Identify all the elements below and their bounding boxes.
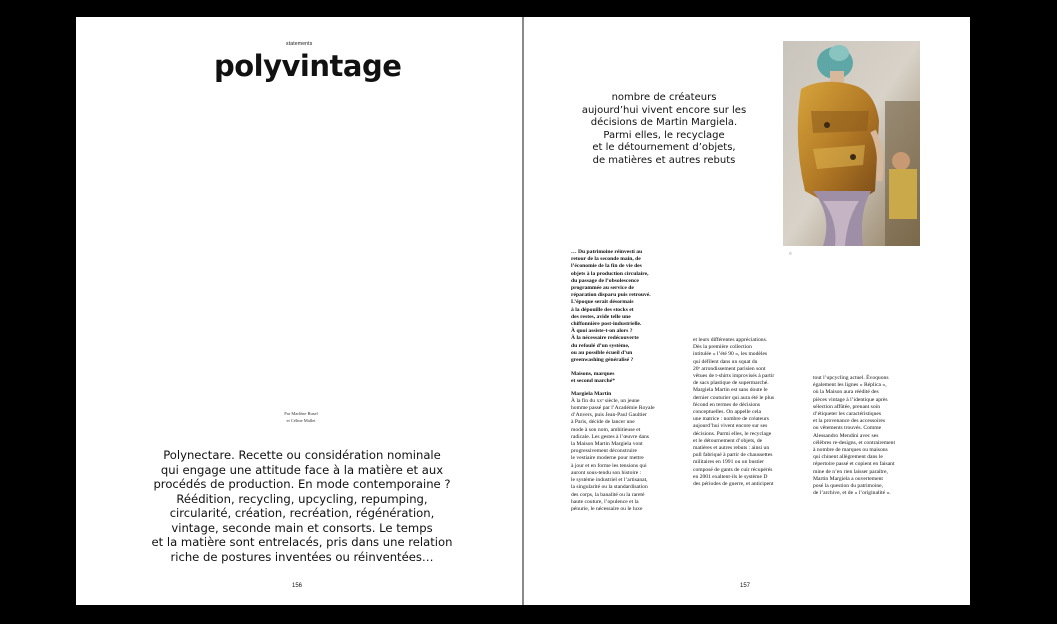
body-line: posé la question du patrimoine,	[813, 483, 884, 490]
lead-line: du passage de l’obsolescence	[571, 277, 639, 284]
body-line: progressivement déconstruire	[571, 448, 638, 455]
body-line: pénurie, le nécessaire ou le luxe	[571, 505, 643, 512]
lead-line: l’économie de la fin de vie des	[571, 263, 642, 270]
body-line: à nombre de marques ou maisons	[813, 447, 888, 454]
body-line: à Paris, décide de lancer une	[571, 419, 635, 426]
lead-line: objets à la production circulaire,	[571, 270, 649, 277]
body-line: 20ᵉ arrondissement parisien sont	[693, 365, 766, 372]
pull-quote-line: aujourd’hui vivent encore sur les	[581, 104, 747, 116]
body-line: composé de gants de cuir récupérés	[693, 466, 773, 473]
subhead-line: Maisons, marques	[571, 371, 615, 378]
intro-line: riche de postures inventées ou réinventées…	[170, 549, 434, 564]
body-line: le système industriel et l’artisanat,	[571, 477, 648, 484]
lead-line: … Du patrimoine réinvesti au	[571, 249, 643, 255]
body-line: tout l’upcycling actuel. Évoquons	[813, 375, 889, 381]
body-line: sélection affûtée, prenant soin	[813, 403, 880, 410]
body-line: la Maison Martin Margiela vont	[571, 441, 643, 448]
intro-line: Réédition, recycling, upcycling, repumping,	[176, 491, 428, 506]
pull-quote-line: de matières et autres rebuts	[592, 154, 736, 166]
intro-line: circularité, création, recréation, régénération,	[169, 506, 435, 520]
body-line: radicale. Les gestes à l’œuvre dans	[571, 433, 649, 440]
article-title: polyvintage	[214, 49, 402, 83]
pull-quote-line: et le détournement d’objets,	[592, 142, 736, 153]
body-line: et le détournement d’objets, de	[693, 437, 763, 444]
body-line: conceptuelles. On appelle cela	[693, 409, 762, 416]
intro-paragraph	[134, 448, 470, 564]
body-line: le vestiaire moderne pour mettre	[571, 455, 644, 462]
lead-line: À quoi assiste-t-on alors ?	[571, 328, 633, 335]
body-line: aujourd’hui vivent encore sur ses	[693, 423, 768, 430]
page-number: 156	[292, 583, 303, 589]
lead-line: À la nécessaire redécouverte	[571, 335, 639, 342]
body-line: des périodes de guerre, et anticipent	[693, 481, 774, 488]
subhead-line: et second marché*	[571, 378, 616, 385]
text-column-1	[571, 249, 691, 513]
body-line: d’étiqueter les caractéristiques	[813, 411, 882, 418]
body-line: Margiela Martin est sans doute le	[693, 387, 768, 394]
body-line: homme passé par l’Académie Royale	[571, 405, 655, 412]
byline	[271, 410, 331, 424]
body-line: haute couture, l’opulence et la	[571, 498, 639, 505]
left-page	[76, 17, 522, 605]
body-line: des corps, la banalité ou la rareté	[571, 491, 645, 498]
body-line: pièces vintage à l’identique après	[813, 396, 888, 403]
body-line: et leurs différentes appréciations.	[693, 337, 768, 343]
lead-line: du refoulé d’un système,	[571, 342, 630, 349]
body-line: de sacs plastique de supermarché.	[693, 380, 769, 387]
body-line: répertoire passé et copient en faisant	[813, 461, 895, 468]
intro-line: qui engage une attitude face à la matière et aux	[160, 462, 444, 477]
photo-credit: ©	[789, 251, 793, 256]
text-column-3	[813, 375, 923, 497]
byline-line: Par Marlène Busel	[284, 411, 318, 416]
lead-line: réparation disparu puis retrouvé.	[571, 292, 651, 299]
body-line: mine de n’en rien laisser paraître,	[813, 468, 888, 475]
lead-line: retour de la seconde main, de	[571, 256, 641, 263]
lead-line: L’époque serait désormais	[571, 299, 634, 306]
right-page	[524, 17, 970, 605]
lead-line: des restes, avide telle une	[571, 313, 631, 320]
intro-line: vintage, seconde main et consorts. Le temps	[171, 520, 433, 535]
body-line: et la provenance des accessoires	[813, 418, 886, 425]
lead-line: programmée au service de	[571, 285, 634, 292]
body-line: de l’archive, et de « l’originalité ».	[813, 490, 891, 497]
body-line: d’Anvers, puis Jean-Paul Gaultier	[571, 412, 647, 419]
body-line: À la fin du xxᵉ siècle, un jeune	[571, 397, 640, 404]
body-line: Dès la première collection	[693, 344, 752, 351]
intro-line: procédés de production. En mode contemporaine ?	[153, 477, 451, 491]
section-heading: Margiela Martin	[571, 390, 612, 397]
body-line: également les lignes « Réplica »,	[813, 382, 887, 389]
body-line: célèbres re-designs, et contrairement	[813, 439, 896, 446]
body-line: qui défilent dans un squat du	[693, 358, 758, 365]
pull-quote-line: décisions de Martin Margiela.	[590, 117, 738, 128]
section-label: statements	[286, 41, 313, 47]
body-line: décisions. Parmi elles, le recyclage	[693, 430, 772, 437]
body-line: Alessandro Mendini avec ses	[813, 432, 879, 439]
body-line: à jour et en forme les tensions qui	[571, 462, 647, 469]
pull-quote-line: Parmi elles, le recyclage	[603, 129, 725, 141]
body-line: la singularité ou la standardisation	[571, 484, 648, 491]
lead-line: greenwashing généralisé ?	[571, 357, 634, 364]
body-line: pull fabriqué à partir de chaussettes	[693, 452, 773, 459]
body-line: ou vêtements trouvés. Comme	[813, 425, 882, 432]
pull-quote	[564, 92, 764, 167]
body-line: Martin Margiela a ouvertement	[813, 475, 883, 482]
lead-line: chiffonnière post-industrielle.	[571, 321, 642, 328]
intro-line: Polynectare. Recette ou considération nominale	[163, 448, 441, 462]
body-line: vêtues de t-shirts improvisés à partir	[693, 373, 775, 380]
body-line: où la Maison aura réédité des	[813, 389, 879, 396]
body-line: matières et autres rebuts : ainsi un	[693, 445, 770, 452]
body-line: mode à son nom, ambitieuse et	[571, 426, 641, 433]
body-line: militaires en 1991 ou un bustier	[693, 459, 764, 466]
body-line: fécond en termes de décisions	[693, 401, 761, 408]
byline-line: et Céline Mallet	[286, 418, 316, 423]
page-number: 157	[740, 583, 751, 589]
body-line: auront sous-tendu son histoire :	[571, 469, 642, 476]
body-line: qui chinent allègrement dans le	[813, 454, 883, 461]
lead-line: ou au possible écueil d’un	[571, 349, 633, 356]
body-line: dernier couturier qui aura été le plus	[693, 394, 775, 401]
runway-photo	[783, 41, 920, 246]
pull-quote-line: nombre de créateurs	[611, 92, 717, 103]
body-line: une matrice : nombre de créateurs	[693, 416, 769, 423]
body-line: intitulée « l’été 90 », les modèles	[693, 351, 768, 358]
lead-line: à la dépouille des stocks et	[571, 306, 634, 313]
intro-line: et la matière sont entrelacés, pris dans une relation	[151, 535, 453, 549]
text-column-2	[693, 337, 803, 488]
body-line: en 2001 exaltent-ils le système D	[693, 473, 768, 480]
